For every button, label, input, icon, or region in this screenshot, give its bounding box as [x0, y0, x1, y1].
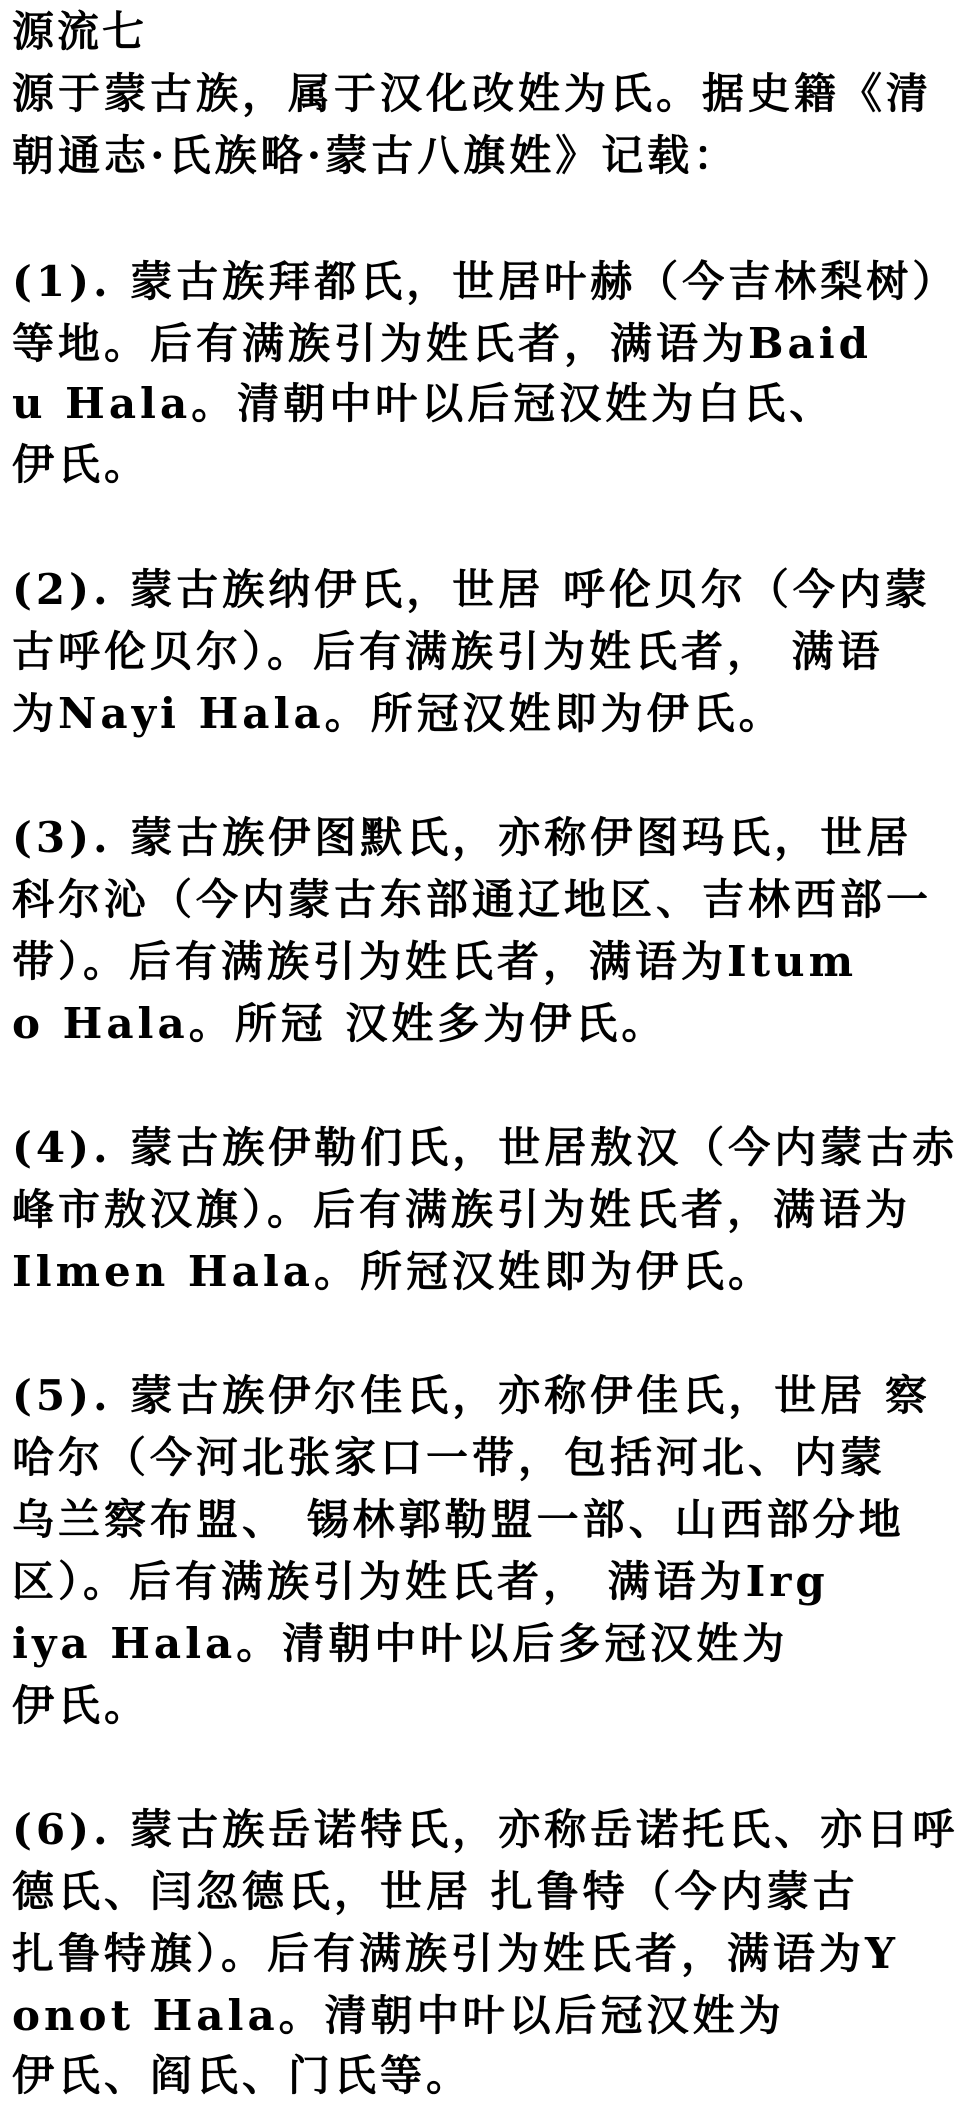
item-6-line-3: 扎鲁特旗）。后有满族引为姓氏者，满语为Y: [12, 1929, 899, 1978]
item-4-line-3: Ilmen Hala。所冠汉姓即为伊氏。: [12, 1247, 774, 1296]
item-3-line-2: 科尔沁（今内蒙古东部通辽地区、吉林西部一: [12, 875, 933, 924]
item-5-line-5: iya Hala。清朝中叶以后多冠汉姓为: [12, 1619, 789, 1668]
item-6-line-2: 德氏、闫忽德氏，世居 扎鲁特（今内蒙古: [12, 1867, 859, 1916]
item-4-line-2: 峰市敖汉旗）。后有满族引为姓氏者，满语为: [12, 1185, 912, 1234]
item-2-line-2: 古呼伦贝尔）。后有满族引为姓氏者， 满语: [12, 627, 884, 676]
item-1-line-4: 伊氏。: [12, 440, 151, 489]
item-1-line-2: 等地。后有满族引为姓氏者，满语为Baid: [12, 319, 873, 368]
item-2-line-1: (2). 蒙古族纳伊氏，世居 呼伦贝尔（今内蒙: [12, 565, 931, 614]
item-3-line-1: (3). 蒙古族伊图默氏，亦称伊图玛氏，世居: [12, 813, 913, 862]
item-3-line-3: 带）。后有满族引为姓氏者，满语为Itum: [12, 937, 858, 986]
item-5-line-2: 哈尔（今河北张家口一带，包括河北、内蒙: [12, 1433, 887, 1482]
item-5-line-4: 区）。后有满族引为姓氏者， 满语为Irg: [12, 1557, 829, 1606]
item-6-line-4: onot Hala。清朝中叶以后冠汉姓为: [12, 1991, 785, 2040]
item-4-line-1: (4). 蒙古族伊勒们氏，世居敖汉（今内蒙古赤: [12, 1123, 959, 1172]
item-3-line-4: o Hala。所冠 汉姓多为伊氏。: [12, 999, 668, 1048]
item-5-line-3: 乌兰察布盟、 锡林郭勒盟一部、山西部分地: [12, 1495, 905, 1544]
item-5-line-6: 伊氏。: [12, 1681, 151, 1730]
item-1-line-1: (1). 蒙古族拜都氏，世居叶赫（今吉林梨树）: [12, 257, 959, 306]
item-2-line-3: 为Nayi Hala。所冠汉姓即为伊氏。: [12, 689, 785, 738]
item-6-line-1: (6). 蒙古族岳诺特氏，亦称岳诺托氏、亦日呼: [12, 1805, 959, 1854]
intro-line-2: 朝通志·氏族略·蒙古八旗姓》记载：: [12, 131, 740, 180]
item-6-line-5: 伊氏、阎氏、门氏等。: [12, 2051, 473, 2100]
page-title: 源流七: [12, 7, 148, 56]
intro-line-1: 源于蒙古族，属于汉化改姓为氏。据史籍《清: [12, 69, 933, 118]
item-5-line-1: (5). 蒙古族伊尔佳氏，亦称伊佳氏，世居 察: [12, 1371, 931, 1420]
item-1-line-3: u Hala。清朝中叶以后冠汉姓为白氏、: [12, 379, 836, 428]
